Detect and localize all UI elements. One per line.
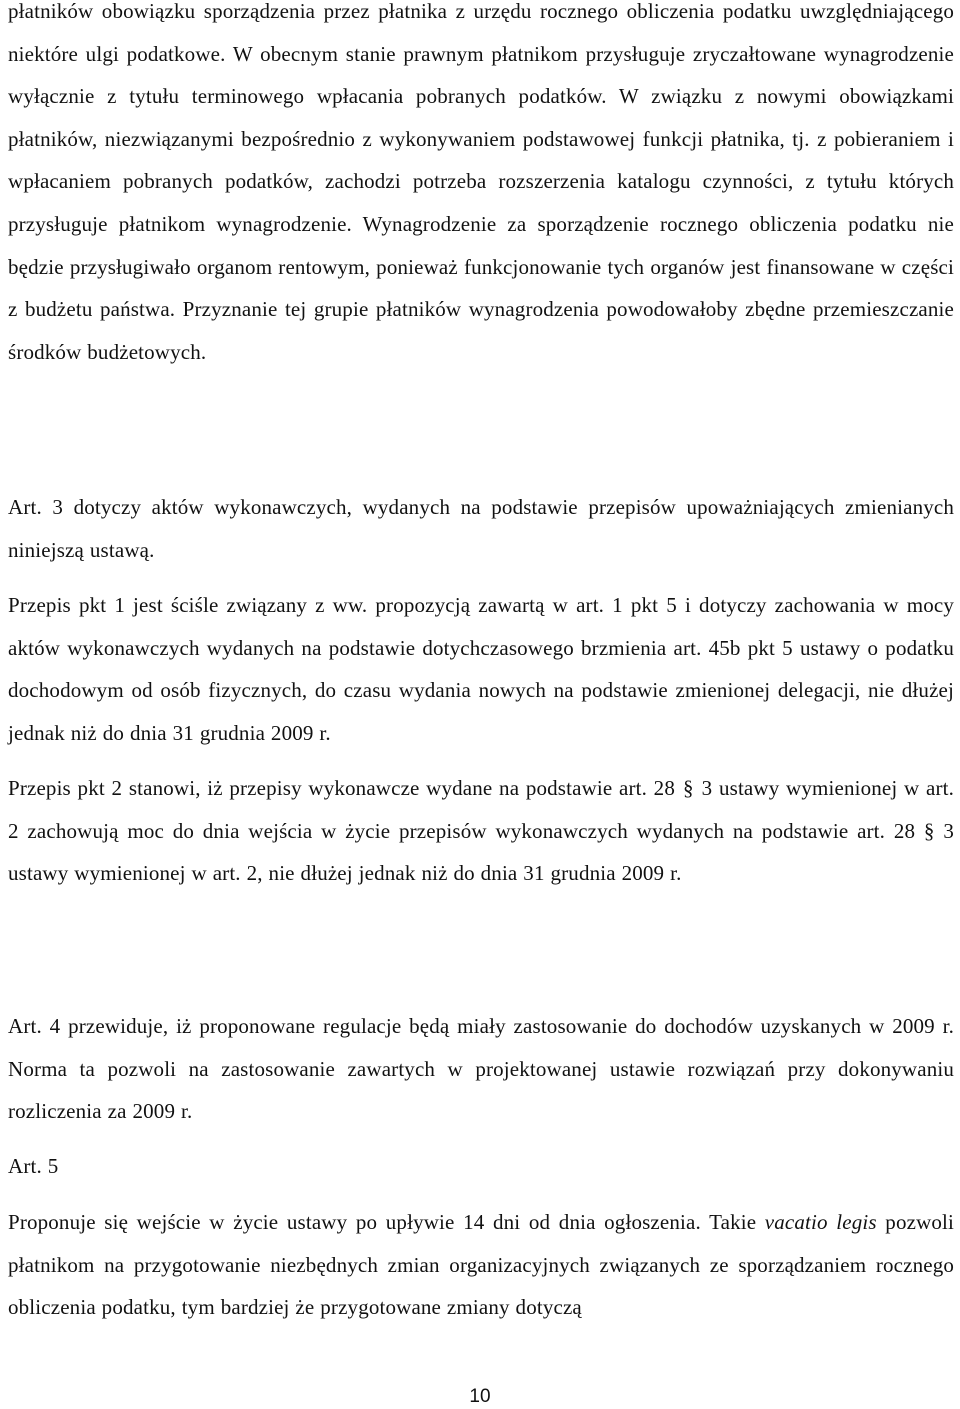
vacatio-legis-term: vacatio legis (764, 1210, 877, 1234)
paragraph-pkt-1: Przepis pkt 1 jest ściśle związany z ww. propozycją zawartą w art. 1 pkt 5 i dotyczy zachowania w mocy aktów wykonawczych wydanych na podstawie dotychczasowego brzmienia art. 45b pkt 5 ustawy o podatku dochodowym od osób fizycznych, do czasu wydania nowych na podstawie zmienionej delegacji, nie dłużej jednak niż do dnia 31 grudnia 2009 r. (8, 593, 954, 745)
paragraph-pkt-2-before: Przepis pkt 2 stanowi, iż przepisy wykonawcze wydane na podstawie art. 28 (8, 776, 675, 800)
paragraph-entry-before: Proponuje się wejście w życie ustawy po upływie 14 dni od dnia ogłoszenia. Takie (8, 1210, 765, 1234)
paragraph-payer-remuneration: płatników obowiązku sporządzenia przez płatnika z urzędu rocznego obliczenia podatku uwzględniającego niektóre ulgi podatkowe. W obecnym stanie prawnym płatnikom przysługuje zryczałtowane wynagrodzenie wyłącznie z tytułu terminowego wpłacania pobranych podatków. W związku z nowymi obowiązkami płatników, niezwiązanymi bezpośrednio z wykonywaniem podstawowej funkcji płatnika, tj. z pobieraniem i wpłacaniem pobranych podatków, zachodzi potrzeba rozszerzenia katalogu czynności, z tytułu których przysługuje płatnikom wynagrodzenie. Wynagrodzenie za sporządzenie rocznego obliczenia podatku nie będzie przysługiwało organom rentowym, ponieważ funkcjonowanie tych organów jest finansowane w części z budżetu państwa. Przyznanie tej grupie płatników wynagrodzenia powodowałoby zbędne przemieszczanie środków budżetowych. (8, 0, 954, 364)
heading-art-5: Art. 5 (8, 1154, 59, 1178)
section-sign: § (683, 776, 694, 800)
paragraph-pkt-2 (8, 767, 954, 895)
paragraph-entry-after: pozwoli płatnikom na przygotowanie niezbędnych zmian organizacyjnych związanych ze sporządzaniem rocznego obliczenia podatku, tym bardziej że przygotowane zmiany dotyczą (8, 1210, 954, 1320)
paragraph-art-3: Art. 3 dotyczy aktów wykonawczych, wydanych na podstawie przepisów upoważniających zmienianych niniejszą ustawą. (8, 495, 954, 562)
paragraph-art-4: Art. 4 przewiduje, iż proponowane regulacje będą miały zastosowanie do dochodów uzyskanych w 2009 r. Norma ta pozwoli na zastosowanie zawartych w projektowanej ustawie rozwiązań przy dokonywaniu rozliczenia za 2009 r. (8, 1014, 954, 1124)
paragraph-pkt-2-after: 3 ustawy wymienionej w art. 2 zachowują moc do dnia wejścia w życie przepisów wykonawczych wydanych na podstawie art. 28 § 3 ustawy wymienionej w art. 2, nie dłużej jednak niż do dnia 31 grudnia 2009 r. (8, 776, 954, 886)
paragraph-entry-into-force (8, 1201, 954, 1329)
page-number: 10 (469, 1386, 491, 1407)
